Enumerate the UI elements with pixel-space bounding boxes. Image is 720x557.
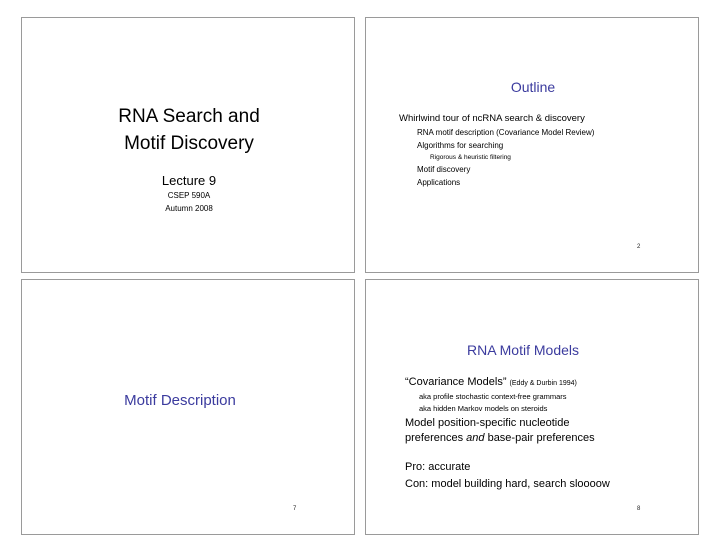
slide-title: Motif Description <box>124 392 236 409</box>
term-label: Autumn 2008 <box>165 204 213 213</box>
list-item: RNA motif description (Covariance Model Review) <box>417 128 595 137</box>
outline-list <box>399 112 689 189</box>
slide-title: RNA Motif Models <box>466 342 580 358</box>
cov-model-label: “Covariance Models” <box>405 376 507 388</box>
lecture-label: Lecture 9 <box>161 173 217 188</box>
list-item: Motif discovery <box>417 165 471 174</box>
citation: (Eddy & Durbin 1994) <box>509 380 577 387</box>
slide-2 <box>365 17 699 273</box>
model-line-2-pre: preferences <box>405 432 467 444</box>
slide-body <box>405 375 685 492</box>
slide-1 <box>21 17 355 273</box>
model-line-1: Model position-specific nucleotide <box>405 417 570 429</box>
list-item: Whirlwind tour of ncRNA search & discovery <box>399 113 585 124</box>
sub-bullet: aka hidden Markov models on steroids <box>419 404 548 413</box>
list-item: Applications <box>417 178 461 187</box>
slide-title: Outline <box>510 79 556 95</box>
model-line-2 <box>405 431 685 446</box>
subtitle-block <box>22 172 356 215</box>
page-number: 2 <box>637 244 641 250</box>
course-label: CSEP 590A <box>167 191 211 200</box>
pro-line: Pro: accurate <box>405 461 471 473</box>
model-line-2-post: base-pair preferences <box>484 432 595 444</box>
list-item: Rigorous & heuristic filtering <box>430 154 511 161</box>
slide-3 <box>21 279 355 535</box>
title-block <box>22 103 356 157</box>
cov-model-line <box>405 375 685 391</box>
con-line: Con: model building hard, search sloooow <box>405 478 610 490</box>
slide-4 <box>365 279 699 535</box>
sub-bullet: aka profile stochastic context-free grammars <box>419 392 567 401</box>
slide-title-line2: Motif Discovery <box>124 133 254 154</box>
model-line-2-em: and <box>466 432 485 444</box>
list-item: Algorithms for searching <box>417 141 504 150</box>
page-number: 8 <box>637 506 641 512</box>
page-number: 7 <box>293 506 297 512</box>
slide-title-line1: RNA Search and <box>118 106 260 127</box>
